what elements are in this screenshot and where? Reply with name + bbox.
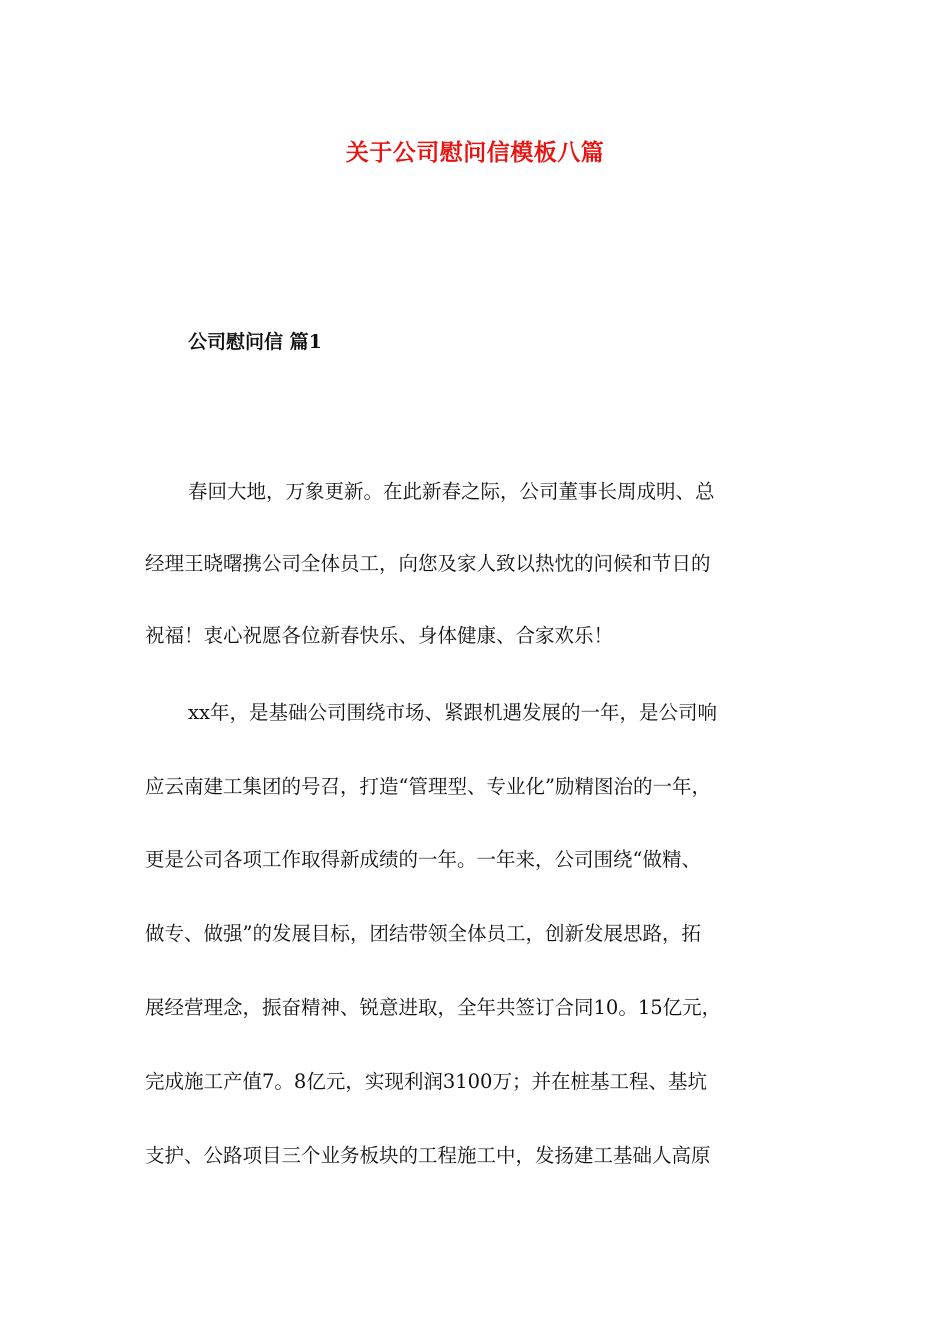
paragraph-line: 经理王晓曙携公司全体员工，向您及家人致以热忱的问候和节日的 bbox=[145, 552, 711, 575]
paragraph-line: 祝福！衷心祝愿各位新春快乐、身体健康、合家欢乐！ bbox=[145, 624, 614, 647]
paragraph-line: 完成施工产值7。8亿元，实现利润3100万；并在桩基工程、基坑 bbox=[145, 1070, 707, 1093]
paragraph-line: xx年，是基础公司围绕市场、紧跟机遇发展的一年，是公司响 bbox=[188, 701, 717, 724]
paragraph-line: 更是公司各项工作取得新成绩的一年。一年来，公司围绕“做精、 bbox=[145, 848, 701, 871]
document-title: 关于公司慰问信模板八篇 bbox=[345, 140, 605, 166]
paragraph-line: 春回大地，万象更新。在此新春之际，公司董事长周成明、总 bbox=[188, 480, 715, 503]
paragraph-line: 应云南建工集团的号召，打造“管理型、专业化”励精图治的一年， bbox=[145, 775, 711, 798]
paragraph-line: 展经营理念，振奋精神、锐意进取，全年共签订合同10。15亿元， bbox=[145, 996, 722, 1019]
paragraph-line: 做专、做强”的发展目标，团结带领全体员工，创新发展思路，拓 bbox=[145, 922, 701, 945]
paragraph-line: 支护、公路项目三个业务板块的工程施工中，发扬建工基础人高原 bbox=[145, 1144, 711, 1167]
section-heading: 公司慰问信 篇1 bbox=[188, 331, 322, 353]
